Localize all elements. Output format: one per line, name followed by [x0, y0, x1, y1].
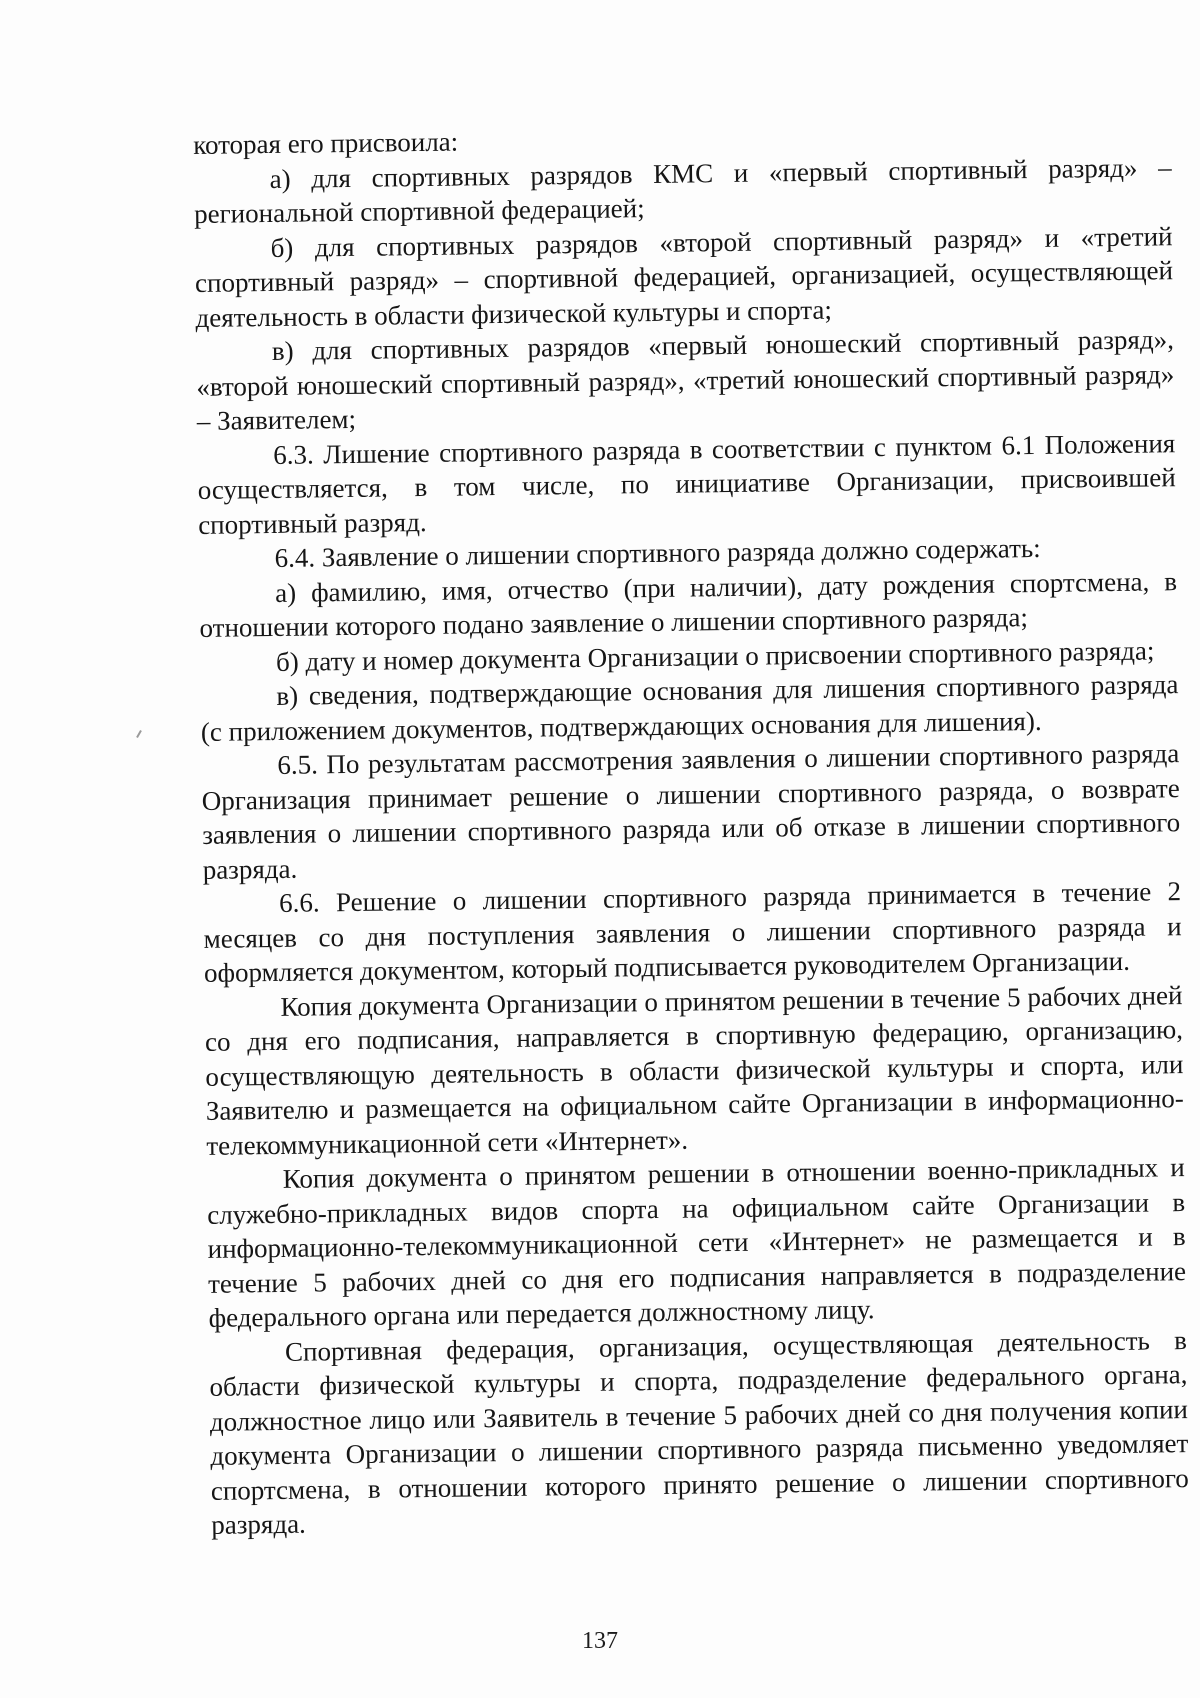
paragraph-6-4-b: б) дату и номер документа Организации о присвоении спортивного разряда; [275, 634, 1155, 677]
paragraph-item-a: а) для спортивных разрядов КМС и «первый спортивный разряд» – региональной спортивной федерацией; [193, 151, 1172, 229]
paragraph-continuation: которая его присвоила: [193, 126, 459, 160]
paragraph-copy-document: Копия документа Организации о принятом решении в течение 5 рабочих дней со дня его подписания, направляется в спортивную федерацию, организацию, осуществляющую деятельность в области физической культуры и спорта, или Заявителю и размещается на официальном сайте Организации в информационно-телекоммуникационной сети «Интернет». [204, 979, 1184, 1161]
scan-speck [136, 730, 142, 738]
paragraph-item-b: б) для спортивных разрядов «второй спортивный разряд» и «третий спортивный разряд» – спортивной федерацией, организацией, осуществляющей деятельность в области физической культуры и спорта; [194, 220, 1174, 333]
paragraph-copy-military: Копия документа о принятом решении в отношении военно-прикладных и служебно-прикладных видов спорта на официальном сайте Организации в информационно-телекоммуникационной сети «Интернет» не размещается и в течение 5 рабочих дней со дня его подписания направляется в подразделение федерального органа или передается должностному лицу. [207, 1152, 1187, 1333]
paragraph-6-3: 6.3. Лишение спортивного разряда в соответствии с пунктом 6.1 Положения осуществляется, в том числе, по инициативе Организации, присвоившей спортивный разряд. [197, 427, 1176, 540]
paragraph-notification: Спортивная федерация, организация, осуществляющая деятельность в области физической культуры и спорта, подразделение федерального органа, должностное лицо или Заявитель в течение 5 рабочих дней со дня получения копии документа Организации о лишении спортивного разряда письменно уведомляет спортсмена, в отношении которого принято решение о лишении спортивного разряда. [209, 1324, 1189, 1540]
page-number: 137 [582, 1628, 618, 1654]
paragraph-6-4-v: в) сведения, подтверждающие основания для лишения спортивного разряда (с приложением документов, подтверждающих основания для лишения). [200, 669, 1179, 747]
paragraph-6-6: 6.6. Решение о лишении спортивного разряда принимается в течение 2 месяцев со дня поступления заявления о лишении спортивного разряда и оформляется документом, который подписывается руководителем Организации. [203, 876, 1182, 988]
document-body [193, 115, 1189, 1542]
paragraph-item-v: в) для спортивных разрядов «первый юношеский спортивный разряд», «второй юношеский спортивный разряд», «третий юношеский спортивный разряд» – Заявителем; [196, 324, 1175, 436]
paragraph-6-4: 6.4. Заявление о лишении спортивного разряда должно содержать: [274, 532, 1041, 573]
paragraph-6-5: 6.5. По результатам рассмотрения заявления о лишении спортивного разряда Организация принимает решение о лишении спортивного разряда, о возврате заявления о лишении спортивного разряда или об отказе в лишении спортивного разряда. [201, 738, 1181, 885]
paragraph-6-4-a: а) фамилию, имя, отчество (при наличии), дату рождения спортсмена, в отношении которого подано заявление о лишении спортивного разряда; [199, 565, 1178, 643]
